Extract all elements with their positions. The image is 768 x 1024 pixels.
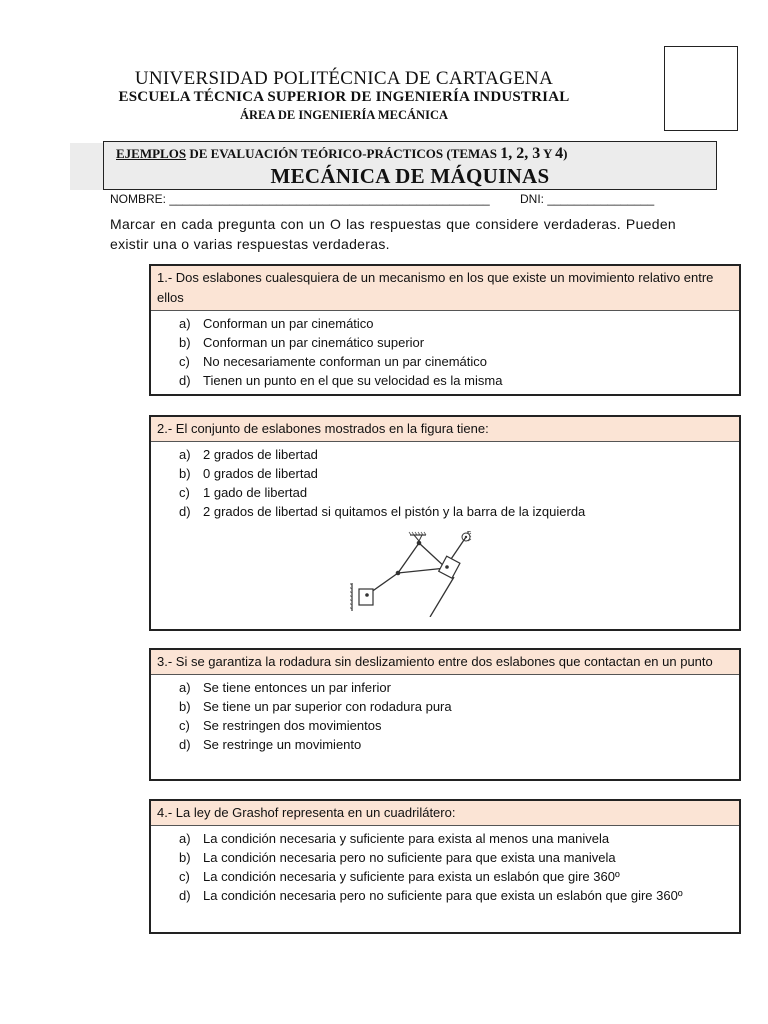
option-letter: a) — [179, 447, 191, 462]
exam-subtitle — [116, 145, 567, 163]
option-text: Conforman un par cinemático — [203, 316, 374, 331]
course-title: MECÁNICA DE MÁQUINAS — [270, 164, 550, 188]
option-letter: b) — [179, 699, 191, 714]
option-text: Se restringe un movimiento — [203, 737, 362, 752]
option-text: La condición necesaria y suficiente para exista un eslabón que gire 360º — [203, 869, 620, 884]
dni-field[interactable]: DNI: ________________ — [520, 192, 655, 206]
option-c[interactable] — [151, 867, 739, 886]
subtitle-close: ) — [563, 146, 568, 161]
school-name: ESCUELA TÉCNICA SUPERIOR DE INGENIERÍA INDUSTRIAL — [118, 89, 570, 105]
question-text: 3.- Si se garantiza la rodadura sin deslizamiento entre dos eslabones que contactan en un punto — [151, 650, 739, 675]
subtitle-y: Y — [540, 146, 556, 161]
option-d[interactable] — [151, 502, 739, 521]
options-list — [151, 826, 739, 909]
option-letter: b) — [179, 466, 191, 481]
option-letter: c) — [179, 869, 190, 884]
option-letter: d) — [179, 504, 191, 519]
question-4 — [149, 799, 741, 934]
subtitle-prefix: EJEMPLOS — [116, 146, 187, 161]
option-a[interactable] — [151, 829, 739, 848]
option-b[interactable] — [151, 848, 739, 867]
option-text: No necesariamente conforman un par cinemático — [203, 354, 487, 369]
university-name: UNIVERSIDAD POLITÉCNICA DE CARTAGENA — [134, 68, 554, 89]
option-b[interactable] — [151, 333, 739, 352]
option-letter: b) — [179, 335, 191, 350]
options-list — [151, 311, 739, 394]
title-box — [103, 141, 717, 190]
option-text: 2 grados de libertad — [203, 447, 318, 462]
question-text: 2.- El conjunto de eslabones mostrados en la figura tiene: — [151, 417, 739, 442]
option-letter: b) — [179, 850, 191, 865]
option-letter: a) — [179, 831, 191, 846]
option-c[interactable] — [151, 352, 739, 371]
option-text: La condición necesaria pero no suficiente para que exista una manivela — [203, 850, 616, 865]
option-a[interactable] — [151, 314, 739, 333]
option-letter: d) — [179, 737, 191, 752]
options-list — [151, 442, 739, 525]
option-text: 1 gado de libertad — [203, 485, 308, 500]
question-text: 1.- Dos eslabones cualesquiera de un mecanismo en los que existe un movimiento relativo entre ellos — [151, 266, 739, 311]
option-letter: d) — [179, 888, 191, 903]
option-b[interactable] — [151, 464, 739, 483]
option-d[interactable] — [151, 886, 739, 905]
option-d[interactable] — [151, 371, 739, 390]
option-letter: c) — [179, 718, 190, 733]
option-text: Conforman un par cinemático superior — [203, 335, 425, 350]
option-letter: a) — [179, 316, 191, 331]
option-text: 0 grados de libertad — [203, 466, 318, 481]
area-name: ÁREA DE INGENIERÍA MECÁNICA — [239, 108, 448, 122]
option-text: Se tiene un par superior con rodadura pura — [203, 699, 452, 714]
option-letter: a) — [179, 680, 191, 695]
option-text: 2 grados de libertad si quitamos el pistón y la barra de la izquierda — [203, 504, 586, 519]
option-text: Se tiene entonces un par inferior — [203, 680, 391, 695]
option-text: Tienen un punto en el que su velocidad es la misma — [203, 373, 503, 388]
option-text: La condición necesaria y suficiente para exista al menos una manivela — [203, 831, 610, 846]
option-letter: d) — [179, 373, 191, 388]
mechanism-figure — [350, 531, 482, 617]
option-d[interactable] — [151, 735, 739, 754]
nombre-field[interactable]: NOMBRE: ________________________________________________ — [110, 192, 490, 206]
question-1 — [149, 264, 741, 396]
option-letter: c) — [179, 485, 190, 500]
question-3 — [149, 648, 741, 781]
option-text: La condición necesaria pero no suficiente para que exista un eslabón que gire 360º — [203, 888, 683, 903]
option-c[interactable] — [151, 716, 739, 735]
question-2 — [149, 415, 741, 631]
option-letter: c) — [179, 354, 190, 369]
option-a[interactable] — [151, 445, 739, 464]
instructions: Marcar en cada pregunta con un O las respuestas que considere verdaderas. Pueden existir una o varias respuestas verdaderas. — [110, 216, 676, 252]
option-text: Se restringen dos movimientos — [203, 718, 382, 733]
question-text: 4.- La ley de Grashof representa en un cuadrilátero: — [151, 801, 739, 826]
options-list — [151, 675, 739, 758]
subtitle-temas: 1, 2, 3 — [500, 145, 541, 162]
option-c[interactable] — [151, 483, 739, 502]
option-b[interactable] — [151, 697, 739, 716]
subtitle-rest: DE EVALUACIÓN TEÓRICO-PRÁCTICOS (TEMAS — [186, 146, 501, 161]
option-a[interactable] — [151, 678, 739, 697]
subtitle-last: 4 — [555, 145, 564, 162]
